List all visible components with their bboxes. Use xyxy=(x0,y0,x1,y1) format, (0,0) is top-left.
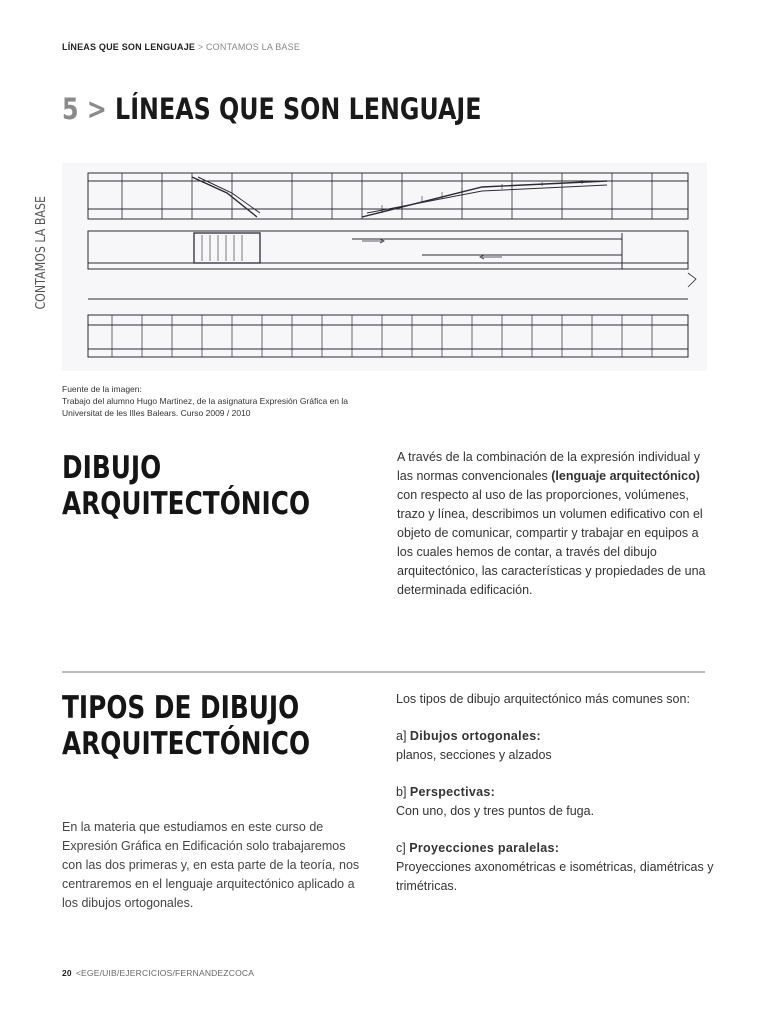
section1-paragraph: A través de la combinación de la expresión individual y las normas convencionales (lenguaje arquitectónico) con respecto al uso de las proporciones, volúmenes, trazo y línea, describimos un volumen edificativo con el objeto de comunicar, compartir y trabajar en equipos a los cuales hemos de contar, a través del dibujo arquitectónico, las características y propiedades de una determinada edificación. xyxy=(397,450,706,597)
caption-line: Universitat de les Illes Balears. Curso 2009 / 2010 xyxy=(62,408,251,418)
architectural-sketch-image xyxy=(62,163,707,371)
section-divider xyxy=(62,671,705,673)
chapter-title: LÍNEAS QUE SON LENGUAJE xyxy=(115,92,482,126)
side-section-label: CONTAMOS LA BASE xyxy=(34,196,49,310)
page-number: 20 xyxy=(62,968,72,978)
list-item: b] Perspectivas: Con uno, dos y tres puntos de fuga. xyxy=(396,785,595,818)
caption-line: Trabajo del alumno Hugo Martinez, de la asignatura Expresión Gráfica en la xyxy=(62,396,349,406)
footer-path: <EGE/UIB/EJERCICIOS/FERNANDEZCOCA xyxy=(75,968,255,978)
chapter-number: 5 > xyxy=(62,92,107,126)
section-heading-dibujo: DIBUJO ARQUITECTÓNICO xyxy=(62,450,311,522)
list-item: a] Dibujos ortogonales: planos, secciones y alzados xyxy=(396,729,552,762)
section2-intro-paragraph: En la materia que estudiamos en este curso de Expresión Gráfica en Edificación solo trabajaremos con las dos primeras y, en esta parte de la teoría, nos centraremos en el lenguaje arquitectónico aplicado a los dibujos ortogonales. xyxy=(62,820,360,910)
page-footer xyxy=(62,968,254,978)
breadcrumb-main: LÍNEAS QUE SON LENGUAJE xyxy=(62,42,196,52)
page-title xyxy=(62,92,481,126)
breadcrumb xyxy=(62,42,300,52)
section-heading-tipos: TIPOS DE DIBUJO ARQUITECTÓNICO xyxy=(62,690,311,762)
list-intro: Los tipos de dibujo arquitectónico más comunes son: xyxy=(396,692,690,706)
bold-term: (lenguaje arquitectónico) xyxy=(551,469,700,483)
drawing-types-list xyxy=(396,690,716,896)
figure-caption xyxy=(62,383,392,419)
breadcrumb-sub: > CONTAMOS LA BASE xyxy=(197,42,301,52)
caption-line: Fuente de la imagen: xyxy=(62,384,142,394)
list-item: c] Proyecciones paralelas: Proyecciones axonométricas e isométricas, diamétricas y trimétricas. xyxy=(396,841,714,893)
